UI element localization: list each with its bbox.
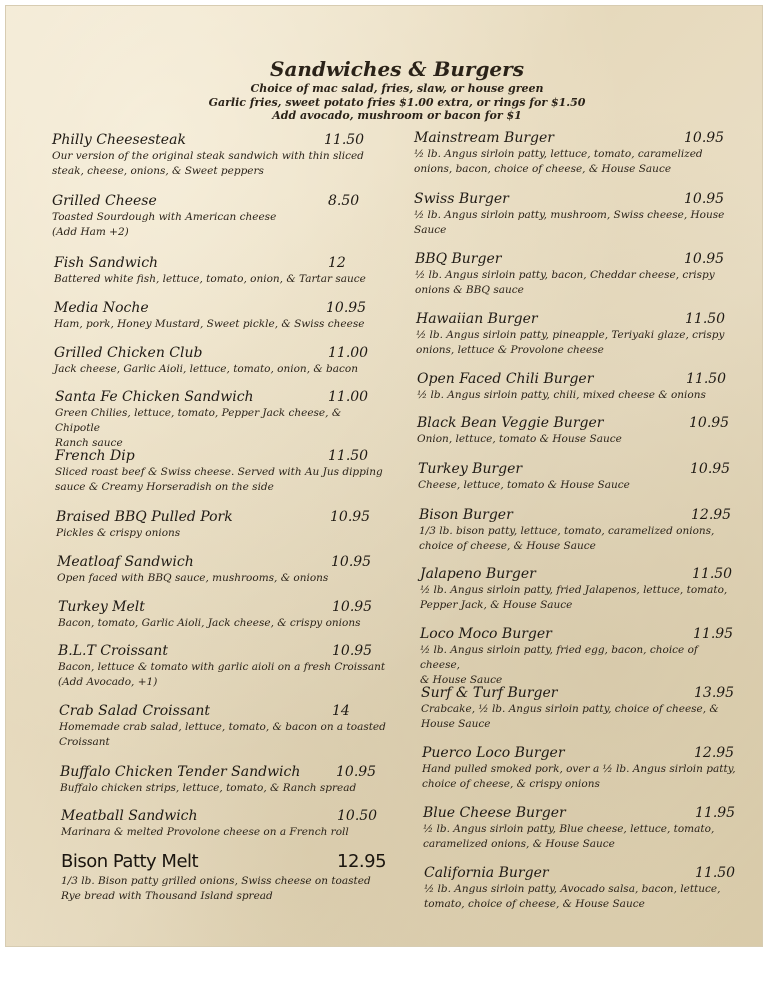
item-description: ½ lb. Angus sirloin patty, Blue cheese, lettuce, tomato, caramelized onions, & House Sauce (423, 823, 715, 850)
menu-item (420, 625, 735, 688)
menu-item (54, 254, 384, 287)
item-price: 12.95 (691, 507, 732, 523)
item-description: Homemade crab salad, lettuce, tomato, & bacon on a toasted Croissant (59, 721, 386, 748)
menu-item (419, 506, 734, 554)
item-price: 11.50 (692, 566, 733, 582)
item-price: 10.95 (332, 643, 373, 659)
item-description: Crabcake, ½ lb. Angus sirloin patty, choice of cheese, & House Sauce (421, 703, 719, 730)
item-name: Black Bean Veggie Burger (417, 415, 604, 431)
item-price: 10.95 (332, 599, 373, 615)
item-price: 10.95 (684, 130, 725, 146)
item-price: 10.95 (690, 461, 731, 477)
menu-item (420, 565, 735, 613)
item-name: BBQ Burger (415, 251, 502, 267)
item-description: Battered white fish, lettuce, tomato, onion, & Tartar sauce (54, 273, 366, 285)
item-price: 11.00 (328, 345, 369, 361)
item-name: Grilled Chicken Club (54, 345, 203, 361)
sides-note: Choice of mac salad, fries, slaw, or house green (250, 82, 544, 95)
item-description: ½ lb. Angus sirloin patty, fried egg, bacon, choice of cheese, & House Sauce (420, 644, 698, 686)
item-name: Media Noche (54, 300, 149, 316)
item-price: 12 (328, 255, 346, 271)
item-price: 11.95 (693, 626, 734, 642)
item-name: Swiss Burger (414, 191, 509, 207)
item-description: Jack cheese, Garlic Aioli, lettuce, tomato, onion, & bacon (54, 363, 359, 375)
item-description: Our version of the original steak sandwich with thin sliced steak, cheese, onions, & Sweet peppers (52, 150, 364, 177)
item-name: Crab Salad Croissant (59, 703, 211, 719)
item-price: 11.50 (695, 865, 736, 881)
menu-item (55, 388, 385, 451)
menu-item (57, 553, 387, 586)
item-description: 1/3 lb. Bison patty grilled onions, Swiss cheese on toasted Rye bread with Thousand Island spread (61, 875, 371, 902)
item-price: 10.95 (684, 251, 725, 267)
item-name: Surf & Turf Burger (421, 685, 558, 701)
menu-item (416, 310, 731, 358)
menu-item (59, 702, 389, 750)
item-description: ½ lb. Angus sirloin patty, mushroom, Swiss cheese, House Sauce (414, 209, 725, 236)
item-price: 8.50 (328, 193, 360, 209)
item-description: ½ lb. Angus sirloin patty, Avocado salsa, bacon, lettuce, tomato, choice of cheese, & House Sauce (424, 883, 721, 910)
menu-item-featured (61, 852, 391, 904)
menu-item (414, 129, 729, 177)
item-name: Puerco Loco Burger (422, 745, 565, 761)
menu-item (56, 508, 386, 541)
item-price: 10.95 (689, 415, 730, 431)
menu-item (54, 299, 384, 332)
menu-item (61, 807, 391, 840)
item-name: Meatball Sandwich (61, 808, 198, 824)
item-price: 10.95 (684, 191, 725, 207)
item-description: 1/3 lb. bison patty, lettuce, tomato, caramelized onions, choice of cheese, & House Sauce (419, 525, 715, 552)
item-description: Toasted Sourdough with American cheese (Add Ham +2) (52, 211, 277, 238)
item-price: 13.95 (694, 685, 735, 701)
item-name: Philly Cheesesteak (52, 132, 186, 148)
menu-item (60, 763, 390, 796)
menu-item (417, 370, 732, 403)
item-name: Santa Fe Chicken Sandwich (55, 389, 254, 405)
item-price: 10.50 (337, 808, 378, 824)
item-name: French Dip (55, 448, 135, 464)
item-name: Meatloaf Sandwich (57, 554, 194, 570)
item-name: Open Faced Chili Burger (417, 371, 594, 387)
item-description: Marinara & melted Provolone cheese on a French roll (61, 826, 349, 838)
item-price: 11.50 (686, 371, 727, 387)
item-description: ½ lb. Angus sirloin patty, pineapple, Teriyaki glaze, crispy onions, lettuce & Provolone cheese (416, 329, 725, 356)
menu-item (54, 344, 384, 377)
menu-header (6, 56, 768, 123)
item-name: Bison Patty Melt (61, 851, 199, 872)
item-name: Mainstream Burger (414, 130, 554, 146)
menu-item (423, 804, 738, 852)
upgrade-note: Garlic fries, sweet potato fries $1.00 extra, or rings for $1.50 (208, 95, 586, 109)
item-price: 10.95 (330, 509, 371, 525)
item-price: 11.00 (328, 389, 369, 405)
menu-item (58, 642, 388, 690)
item-price: 12.95 (694, 745, 735, 761)
item-description: Onion, lettuce, tomato & House Sauce (417, 433, 622, 445)
item-description: ½ lb. Angus sirloin patty, bacon, Cheddar cheese, crispy onions & BBQ sauce (415, 269, 715, 296)
item-name: Jalapeno Burger (420, 566, 536, 582)
item-name: California Burger (424, 865, 549, 881)
menu-item (422, 744, 737, 792)
item-name: Braised BBQ Pulled Pork (56, 509, 233, 525)
menu-item (52, 192, 382, 240)
item-price: 11.50 (328, 448, 369, 464)
item-price: 11.50 (685, 311, 726, 327)
item-price: 10.95 (331, 554, 372, 570)
menu-item (52, 131, 382, 179)
item-price: 10.95 (336, 764, 377, 780)
item-description: Ham, pork, Honey Mustard, Sweet pickle, & Swiss cheese (54, 318, 365, 330)
item-description: Hand pulled smoked pork, over a ½ lb. Angus sirloin patty, choice of cheese, & crispy onions (422, 763, 736, 790)
item-description: Pickles & crispy onions (56, 527, 181, 539)
menu-item (58, 598, 388, 631)
menu-item (55, 447, 385, 495)
item-description: Sliced roast beef & Swiss cheese. Served with Au Jus dipping sauce & Creamy Horseradish on the side (55, 466, 383, 493)
item-description: Green Chilies, lettuce, tomato, Pepper Jack cheese, & Chipotle Ranch sauce (55, 407, 342, 449)
menu-item (418, 460, 733, 493)
item-description: Bacon, lettuce & tomato with garlic aioli on a fresh Croissant (Add Avocado, +1) (58, 661, 386, 688)
item-price: 11.95 (695, 805, 736, 821)
item-price: 12.95 (337, 851, 387, 872)
item-name: Fish Sandwich (54, 255, 159, 271)
item-name: Bison Burger (419, 507, 513, 523)
menu-item (414, 190, 729, 238)
item-description: Cheese, lettuce, tomato & House Sauce (418, 479, 630, 491)
menu-item (421, 684, 736, 732)
item-name: B.L.T Croissant (58, 643, 168, 659)
menu-page (6, 6, 762, 946)
section-title: Sandwiches & Burgers (270, 57, 524, 81)
item-price: 11.50 (324, 132, 365, 148)
menu-item (415, 250, 730, 298)
item-name: Buffalo Chicken Tender Sandwich (60, 764, 301, 780)
item-name: Loco Moco Burger (420, 626, 552, 642)
item-description: Bacon, tomato, Garlic Aioli, Jack cheese, & crispy onions (58, 617, 361, 629)
item-description: Buffalo chicken strips, lettuce, tomato, & Ranch spread (60, 782, 357, 794)
item-name: Hawaiian Burger (416, 311, 538, 327)
item-name: Turkey Melt (58, 599, 145, 615)
item-name: Grilled Cheese (52, 193, 157, 209)
item-description: ½ lb. Angus sirloin patty, lettuce, tomato, caramelized onions, bacon, choice of cheese, & House Sauce (414, 148, 703, 175)
item-description: ½ lb. Angus sirloin patty, fried Jalapenos, lettuce, tomato, Pepper Jack, & House Sauce (420, 584, 728, 611)
addon-note: Add avocado, mushroom or bacon for $1 (272, 109, 522, 122)
item-price: 10.95 (326, 300, 367, 316)
menu-item (424, 864, 739, 912)
item-description: ½ lb. Angus sirloin patty, chili, mixed cheese & onions (417, 389, 706, 401)
menu-item (417, 414, 732, 447)
item-description: Open faced with BBQ sauce, mushrooms, & onions (57, 572, 329, 584)
item-name: Blue Cheese Burger (423, 805, 566, 821)
item-price: 14 (332, 703, 350, 719)
item-name: Turkey Burger (418, 461, 523, 477)
